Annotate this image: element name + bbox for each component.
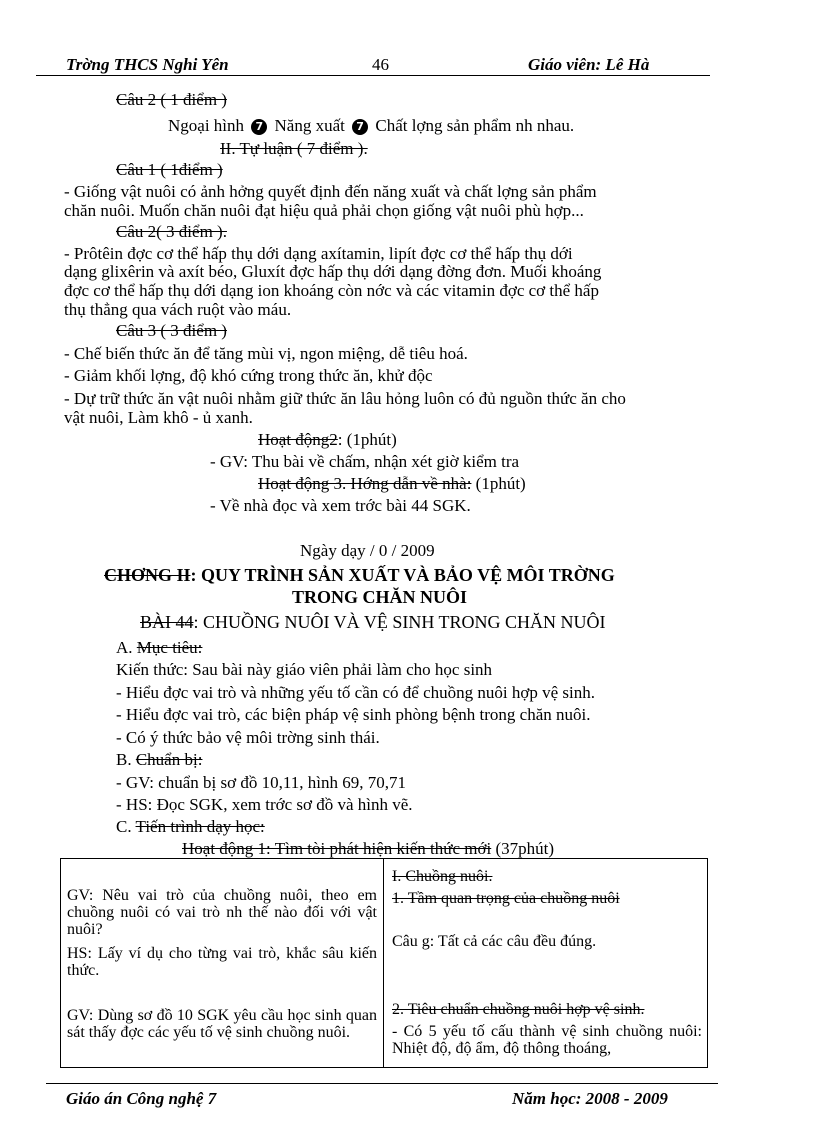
header-rule: [36, 75, 710, 76]
activity-2-time: : (1phút): [337, 430, 397, 449]
circled-seven-icon: 7: [352, 119, 368, 135]
section-a-line2: - Hiểu đợc vai trò và những yếu tố cần có để chuồng nuôi hợp vệ sinh.: [116, 683, 595, 702]
section-a-line4: - Có ý thức bảo vệ môi trờng sinh thái.: [116, 728, 380, 747]
part1-cau2-title: Câu 2 ( 1 điểm ): [116, 90, 227, 109]
section-b-line2: - HS: Đọc SGK, xem trớc sơ đồ và hình vẽ.: [116, 795, 413, 814]
part2-cau3-line1: - Chế biến thức ăn để tăng mùi vị, ngon miệng, dễ tiêu hoá.: [64, 344, 468, 363]
activity-3-line: - Về nhà đọc và xem trớc bài 44 SGK.: [210, 496, 471, 515]
part2-cau1-line2: chăn nuôi. Muốn chăn nuôi đạt hiệu quả phải chọn giống vật nuôi phù hợp...: [64, 201, 584, 220]
section-a-line1: Kiến thức: Sau bài này giáo viên phải làm cho học sinh: [116, 660, 493, 679]
circled-seven-icon: 7: [251, 119, 267, 135]
part2-cau2-line2: dạng glixêrin và axít béo, Gluxít đợc hấp thụ dới dạng đờng đơn. Muối khoáng: [64, 262, 602, 281]
activity-3-label: Hoạt động 3. Hớng dẫn về nhà:: [258, 474, 472, 493]
chapter-label: CHƠNG II: [104, 565, 191, 585]
section-b-title: Chuẩn bị:: [135, 750, 203, 769]
page-number: 46: [372, 55, 389, 74]
part2-title: II. Tự luận ( 7 điểm ).: [220, 139, 368, 158]
activity-2: [258, 430, 397, 449]
answer-item-2: Năng xuất: [274, 116, 345, 135]
footer-subject: Giáo án Công nghệ 7: [66, 1089, 217, 1108]
table-column-divider: [383, 859, 384, 1067]
section-a-title: Mục tiêu:: [136, 638, 203, 657]
chapter-heading: [104, 565, 615, 586]
table-right-heading-1: I. Chuồng nuôi.: [392, 868, 493, 885]
section-a-label: A.: [116, 638, 137, 657]
activity-2-line: - GV: Thu bài về chấm, nhận xét giờ kiểm tra: [210, 452, 520, 471]
section-c-label: C.: [116, 817, 136, 836]
activity-3-time: (1phút): [471, 474, 526, 493]
table-left-paragraph-1: GV: Nêu vai trò của chuồng nuôi, theo em chuồng nuôi có vai trò nh thế nào đối với vật nuôi?: [67, 887, 377, 938]
part1-cau2-answer: [168, 116, 574, 135]
table-left-paragraph-3: GV: Dùng sơ đồ 10 SGK yêu cầu học sinh quan sát thấy đợc các yếu tố vệ sinh chuồng nuôi.: [67, 1007, 377, 1041]
footer-school-year: Năm học: 2008 - 2009: [512, 1089, 668, 1108]
section-a-line3: - Hiểu đợc vai trò, các biện pháp vệ sinh phòng bệnh trong chăn nuôi.: [116, 705, 591, 724]
lesson-title: : CHUỒNG NUÔI VÀ VỆ SINH TRONG CHĂN NUÔI: [193, 612, 606, 632]
chapter-title-2: TRONG CHĂN NUÔI: [292, 587, 468, 607]
section-b-heading: [116, 750, 202, 769]
part2-cau3-line2: - Giảm khối lợng, độ khó cứng trong thức ăn, khử độc: [64, 366, 433, 385]
table-right-heading-3: 2. Tiêu chuẩn chuồng nuôi hợp vệ sinh.: [392, 1001, 645, 1018]
footer-rule: [46, 1083, 718, 1084]
section-a-heading: [116, 638, 202, 657]
activity-2-label: Hoạt động2: [258, 430, 338, 449]
section-b-line1: - GV: chuẩn bị sơ đồ 10,11, hình 69, 70,71: [116, 773, 406, 792]
part2-cau1-title: Câu 1 ( 1điểm ): [116, 160, 223, 179]
part2-cau2-line3: đợc cơ thể hấp thụ dới dạng ion khoáng còn nớc và các vitamin đợc cơ thể hấp: [64, 281, 599, 300]
activity-1-label: Hoạt động 1: [182, 839, 267, 858]
part2-cau2-line1: - Prôtêin đợc cơ thể hấp thụ dới dạng axítamin, lipít đợc cơ thể hấp thụ dới: [64, 244, 573, 263]
part2-cau1-line1: - Giống vật nuôi có ảnh hởng quyết định đến năng xuất và chất lợng sản phẩm: [64, 182, 597, 201]
table-right-heading-2: 1. Tầm quan trọng của chuồng nuôi: [392, 890, 620, 907]
answer-item-1: Ngoại hình: [168, 116, 245, 135]
part2-cau2-line4: thụ thẳng qua vách ruột vào máu.: [64, 300, 292, 319]
lesson-heading: [140, 612, 606, 633]
part2-cau3-line4: vật nuôi, Làm khô - ủ xanh.: [64, 408, 253, 427]
part2-cau2-title: Câu 2( 3 điểm ).: [116, 222, 227, 241]
part2-cau3-line3: - Dự trữ thức ăn vật nuôi nhằm giữ thức ăn lâu hỏng luôn có đủ nguồn thức ăn cho: [64, 389, 626, 408]
lesson-label: BÀI 44: [140, 612, 194, 632]
section-b-label: B.: [116, 750, 136, 769]
header-teacher: Giáo viên: Lê Hà: [528, 55, 650, 74]
section-c-heading: [116, 817, 265, 836]
activity-1-time: (37phút): [491, 839, 555, 858]
activity-1-heading: [182, 839, 554, 858]
part2-cau3-title: Câu 3 ( 3 điểm ): [116, 321, 227, 340]
section-c-title: Tiến trình dạy học:: [135, 817, 265, 836]
lesson-table: [60, 858, 708, 1068]
chapter-title: : QUY TRÌNH SẢN XUẤT VÀ BẢO VỆ MÔI TRỜNG: [190, 565, 615, 585]
activity-1-title: : Tìm tòi phát hiện kiến thức mới: [266, 839, 492, 858]
lesson-date: Ngày dạy / 0 / 2009: [300, 541, 435, 560]
table-right-paragraph-2: - Có 5 yếu tố cấu thành vệ sinh chuồng nuôi: Nhiệt độ, độ ẩm, độ thông thoáng,: [392, 1023, 702, 1057]
table-left-paragraph-2: HS: Lấy ví dụ cho từng vai trò, khắc sâu kiến thức.: [67, 945, 377, 979]
header-school: Trờng THCS Nghi Yên: [66, 55, 229, 74]
table-right-paragraph-1: Câu g: Tất cả các câu đều đúng.: [392, 933, 597, 950]
answer-item-3: Chất lợng sản phẩm nh nhau.: [375, 116, 575, 135]
activity-3: [258, 474, 526, 493]
